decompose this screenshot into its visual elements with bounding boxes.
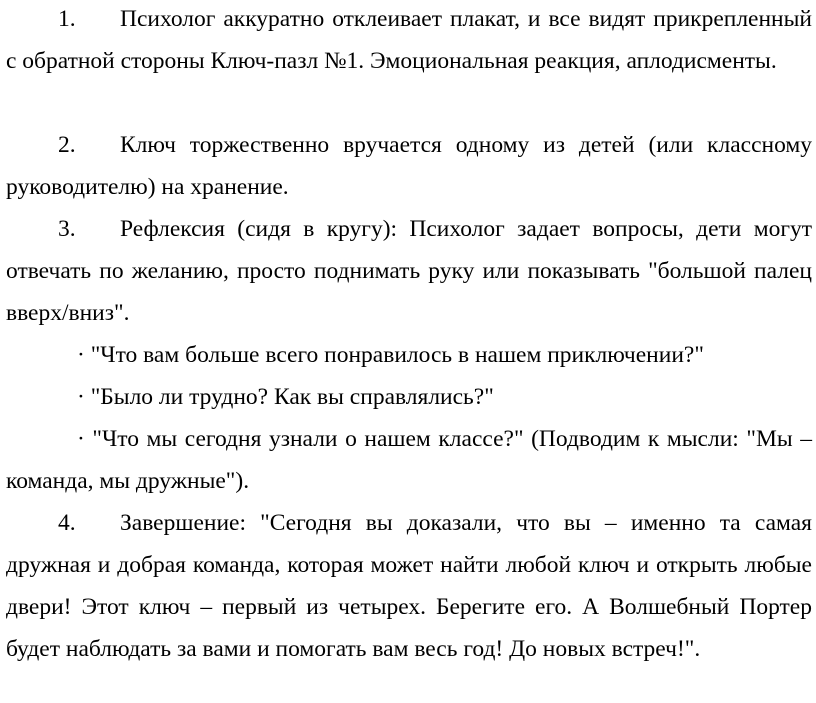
question-text-1: · "Что вам больше всего понравилось в нашем приключении?" xyxy=(77,342,704,368)
list-number-3: 3. xyxy=(58,216,76,242)
question-text-2: · "Было ли трудно? Как вы справлялись?" xyxy=(77,384,494,410)
list-text-1: Психолог аккуратно отклеивает плакат, и все видят прикрепленный с обратной стороны Ключ-пазл №1. Эмоциональная реакция, аплодисменты. xyxy=(6,6,812,74)
question-text-3: · "Что мы сегодня узнали о нашем классе?" (Подводим к мысли: "Мы – команда, мы дружные"). xyxy=(6,426,812,494)
question-2 xyxy=(6,376,812,418)
list-item-4 xyxy=(6,502,812,670)
list-item-2 xyxy=(6,124,812,208)
question-1 xyxy=(6,334,812,376)
list-number-4: 4. xyxy=(58,510,76,536)
list-item-3 xyxy=(6,208,812,334)
list-number-2: 2. xyxy=(58,132,76,158)
list-number-1: 1. xyxy=(58,6,76,32)
list-text-2: Ключ торжественно вручается одному из детей (или классному руководителю) на хранение. xyxy=(6,132,812,200)
question-3 xyxy=(6,418,812,502)
list-item-1 xyxy=(6,0,812,82)
list-text-3: Рефлексия (сидя в кругу): Психолог задает вопросы, дети могут отвечать по желанию, просто поднимать руку или показывать "большой палец вверх/вниз". xyxy=(6,216,812,326)
list-text-4: Завершение: "Сегодня вы доказали, что вы – именно та самая дружная и добрая команда, которая может найти любой ключ и открыть любые двери! Этот ключ – первый из четырех. Берегите его. А Волшебный Портер будет наблюдать за вами и помогать вам весь год! До новых встреч!". xyxy=(6,510,812,662)
